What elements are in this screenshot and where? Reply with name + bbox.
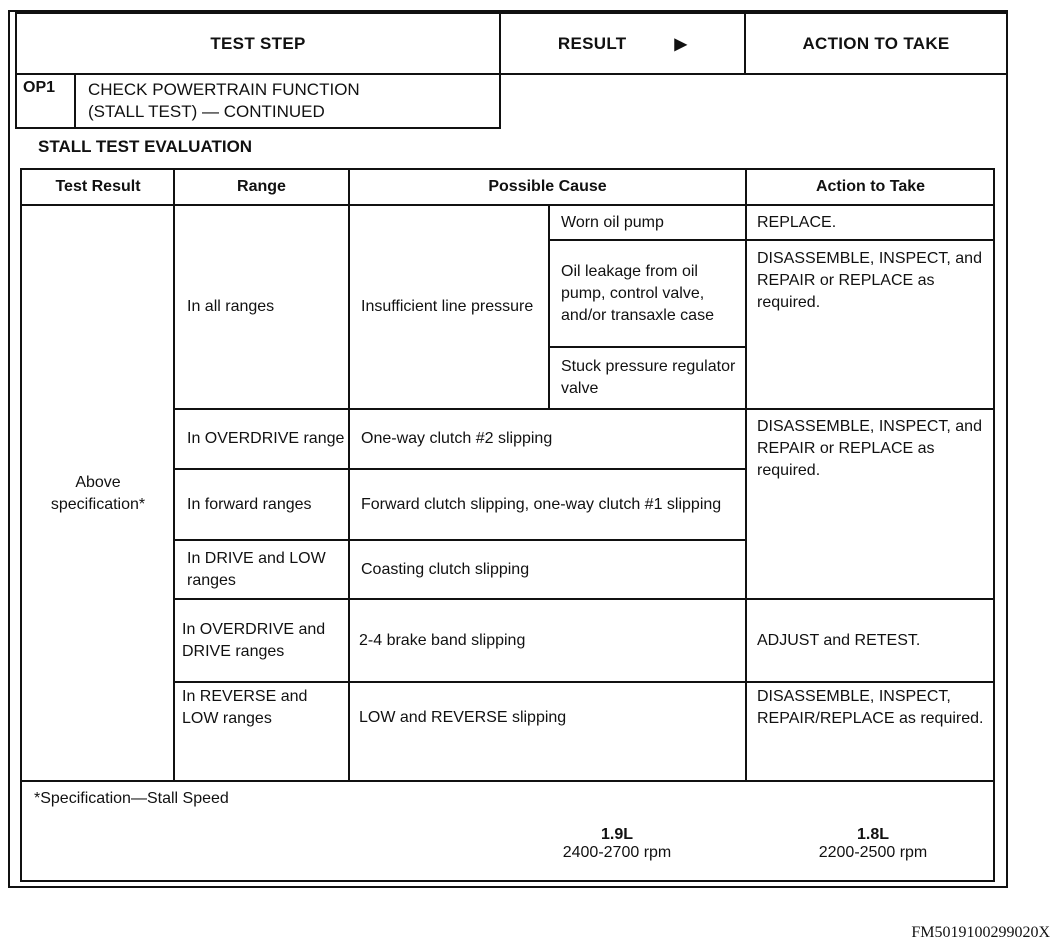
- stall-test-table: [20, 168, 995, 782]
- header-test-step-label: TEST STEP: [210, 33, 306, 53]
- header-action-label: ACTION TO TAKE: [802, 33, 950, 53]
- spec-rpm-1: 2400-2700 rpm: [562, 844, 672, 861]
- footnote-box: [20, 782, 995, 882]
- cause-cell: Forward clutch slipping, one-way clutch #1 slipping: [361, 495, 722, 513]
- test-result-line1: Above: [75, 474, 121, 491]
- action-cell: DISASSEMBLE, INSPECT, REPAIR/REPLACE as required.: [757, 688, 984, 727]
- spec-engine-1: 1.9L: [600, 826, 633, 843]
- test-result-line2: specification*: [50, 496, 146, 513]
- test-result-cell: [22, 206, 174, 782]
- action-cell: REPLACE.: [757, 213, 837, 231]
- spec-engine-2: 1.8L: [856, 826, 889, 843]
- col-range: Range: [237, 178, 286, 195]
- subcause-cell: Oil leakage from oil pump, control valve, and/or transaxle case: [561, 262, 714, 324]
- subcause-cell: Stuck pressure regulator valve: [561, 358, 736, 397]
- spec-19l: [542, 826, 692, 862]
- spec-18l: [798, 826, 948, 862]
- step-title-line1: CHECK POWERTRAIN FUNCTION: [88, 80, 360, 99]
- header-result-label: RESULT: [557, 33, 627, 53]
- cause-cell: Insufficient line pressure: [361, 298, 534, 315]
- spec-rpm-2: 2200-2500 rpm: [818, 844, 928, 861]
- cause-cell: LOW and REVERSE slipping: [359, 709, 567, 726]
- range-cell: In REVERSE and LOW ranges: [182, 688, 308, 727]
- range-cell: In OVERDRIVE and DRIVE ranges: [182, 620, 326, 660]
- range-cell: In OVERDRIVE range: [187, 430, 345, 447]
- cause-cell: 2-4 brake band slipping: [359, 631, 526, 649]
- subcause-cell: Worn oil pump: [561, 213, 664, 231]
- action-cell-shared: DISASSEMBLE, INSPECT, and REPAIR or REPLACE as required.: [757, 418, 982, 479]
- step-title-line2: (STALL TEST) — CONTINUED: [88, 102, 325, 121]
- range-cell: In all ranges: [187, 298, 275, 315]
- step-code: OP1: [15, 73, 76, 129]
- col-possible-cause: Possible Cause: [488, 178, 607, 195]
- cause-cell: Coasting clutch slipping: [361, 560, 530, 578]
- action-cell: DISASSEMBLE, INSPECT, and REPAIR or REPLACE as required.: [757, 250, 982, 311]
- section-title: STALL TEST EVALUATION: [38, 137, 253, 156]
- range-cell: In forward ranges: [187, 495, 312, 513]
- footnote-label: *Specification—Stall Speed: [34, 790, 229, 807]
- col-action: Action to Take: [815, 178, 926, 195]
- action-cell: ADJUST and RETEST.: [757, 631, 921, 649]
- range-cell: In DRIVE and LOW ranges: [187, 549, 326, 589]
- step-title: [74, 73, 501, 129]
- figure-id: FM5019100299020X: [911, 924, 1050, 941]
- cause-cell: One-way clutch #2 slipping: [361, 430, 553, 447]
- arrow-right-icon: ▶: [674, 35, 688, 53]
- col-test-result: Test Result: [55, 178, 141, 195]
